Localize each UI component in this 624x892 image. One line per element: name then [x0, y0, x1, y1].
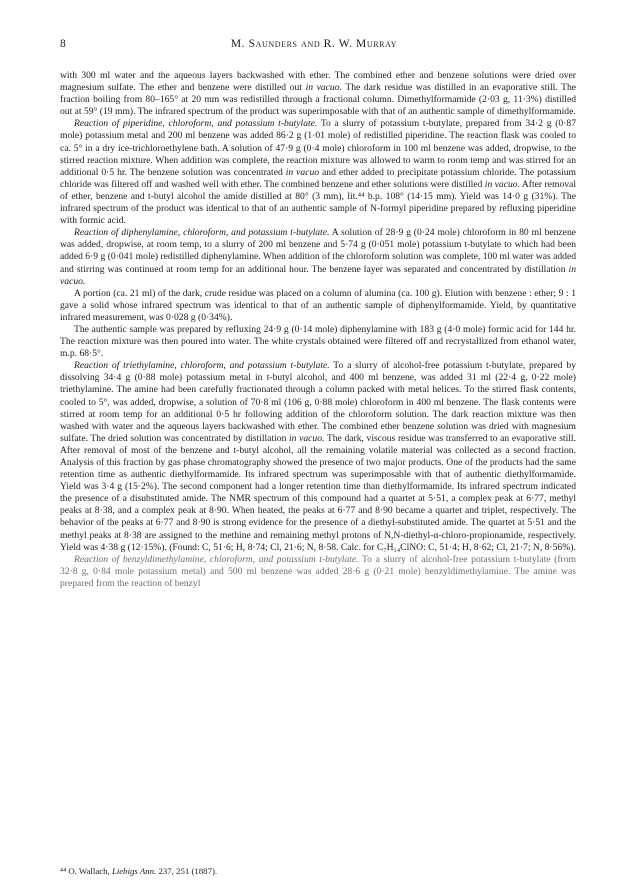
- text-run: 237, 251 (1887).: [156, 866, 218, 876]
- italic-run: Reaction of benzyldimethylamine, chloroform, and potassium t-butylate.: [74, 553, 359, 565]
- text-run: To a slurry of alcohol-free potassium t-butylate (from 32·8 g, 0·84 mole potassium metal) and 500 ml benzene was added 28·6 g (0·21 mole) benzyldimethylamine. The amine was prepared from the reaction of benzyl: [60, 553, 576, 589]
- italic-run: in vacuo.: [305, 82, 342, 94]
- text-run: The authentic sample was prepared by refluxing 24·9 g (0·14 mole) diphenylamine with 183 g (4·0 mole) formic acid for 144 hr. The reaction mixture was then poured into water. The white crystals obtained were filtered off and recrystallized from ethanol water, m.p. 68·5°.: [60, 323, 576, 360]
- text-run: A portion (ca. 21 ml) of the dark, crude residue was placed on a column of alumina (ca. 100 g). Elution with benzene : ether; 9 : 1 gave a solid whose infrared spectrum was identical to that of an authentic sample of diphenylformamide. Yield, by quantitative infrared measurement, was 0·028 g (0·34%).: [60, 287, 576, 323]
- italic-run: in vacuo.: [289, 432, 325, 444]
- running-head: M. Saunders and R. W. Murray: [230, 38, 398, 50]
- italic-run: Reaction of piperidine, chloroform, and potassium t-butylate.: [74, 118, 318, 130]
- paragraph-piperidine-reaction: [60, 118, 576, 227]
- footnote: [60, 866, 576, 877]
- text-run: and ether added to precipitate potassium chloride. The potassium chloride was filtered off and washed well with ether. The combined benzene and ether solutions were distilled: [60, 166, 576, 190]
- paragraph-continuation: [60, 70, 576, 118]
- italic-run: in vacuo: [285, 166, 320, 178]
- paragraph-triethylamine-reaction: [60, 360, 576, 554]
- article-body: [60, 70, 576, 590]
- text-run: To a slurry of alcohol-free potassium t-butylate, prepared by dissolving 34·4 g (0·88 mole) potassium metal in t-butyl alcohol, and 400 ml benzene, was added 31 ml (22·4 g, 0·22 mole) triethylamine. The amine had been carefully fractionated through a column packed with metal helices. To the stirred flask contents, cooled to 5°, was added, dropwise, a solution of 70·8 ml (106 g, 0·88 mole) chloroform in 400 ml benzene. The flask contents were stirred at room temp for an additional 0·5 hr following addition of the chloroform solution. The dark reaction mixture was then washed with water and the aqueous layers backwashed with ether. The combined ether benzene solution was dried with magnesium sulfate. The dried solution was concentrated by distillation: [60, 360, 576, 444]
- text-run: After removal of ether, benzene and t-butyl alcohol the amide distilled at 80° (3 mm), lit.⁴⁴ b.p. 108° (14·15 mm). Yield was 14·0 g (31%). The infrared spectrum of the product was identical to that of an authentic sample of N-formyl piperidine prepared by refluxing piperidine with formic acid.: [60, 178, 576, 227]
- italic-run: Reaction of diphenylamine, chloroform, and potassium t-butylate.: [74, 227, 330, 239]
- paragraph-benzyldimethylamine-reaction: [60, 554, 576, 590]
- italic-run: Liebigs Ann.: [111, 866, 157, 876]
- text-run: ⁴⁴ O. Wallach,: [60, 866, 112, 876]
- text-run: A solution of 28·9 g (0·24 mole) chloroform in 80 ml benzene was added, dropwise, at room temp, to a slurry of 200 ml benzene and 5·74 g (0·051 mole) potassium t-butylate to which had been added 6·9 g (0·041 mole) redistilled diphenylamine. When addition of the chloroform solution was complete, 100 ml water was added and stirring was continued at room temp for an additional hour. The benzene layer was separated and concentrated by distillation: [60, 227, 576, 275]
- italic-run: in vacuo.: [484, 178, 520, 190]
- italic-run: in vacuo.: [60, 263, 576, 287]
- italic-run: Reaction of triethylamine, chloroform, and potassium t-butylate.: [74, 360, 330, 372]
- page-header: [52, 38, 576, 56]
- text-run: The dark residue was distilled in an evaporative still. The fraction boiling from 80–165° at 20 mm was redistilled through a fractional column. Dimethylformamide (2·03 g, 11·3%) distilled out at 59° (19 mm). The infrared spectrum of the product was superimposable with that of an authentic sample of dimethylformamide.: [60, 82, 577, 118]
- text-run: The dark, viscous residue was transferred to an evaporative still. After removal of most of the benzene and t-butyl alcohol, all the remaining volatile material was collected as a second fraction. Analysis of this fraction by gas phase chromatography showed the presence of two major products. One of the products had the same retention time as authentic diethylformamide. Its infrared spectrum was superimposable with that of authentic diethylformamide. Yield was 3·4 g (15·2%). The second component had a longer retention time than diethylformamide. Its infrared spectrum indicated the presence of a disubstituted amide. The NMR spectrum of this compound had a quartet at 5·51, a complex peak at 6·77, methyl peaks at 8·38, and a complex peak at 8·90. When heated, the peaks at 6·77 and 8·90 became a quartet and triplet, respectively. The behavior of the peaks at 6·77 and 8·90 is strong evidence for the presence of a diethyl-substituted amide. The quartet at 5·51 and the methyl peaks at 8·38 are assigned to the methine and remaining methyl protons of N,N-diethyl-α-chloro-propionamide, respectively. Yield was 4·38 g (12·15%). (Found: C, 51·6; H, 8·74; Cl, 21·6; N, 8·58. Calc. for C₇H₁₄ClNO: C, 51·4; H, 8·62; Cl, 21·7; N, 8·56%).: [60, 432, 576, 553]
- page-number: 8: [60, 38, 66, 50]
- paragraph-authentic-sample: [60, 324, 576, 360]
- paragraph-alumina-column: [60, 288, 576, 324]
- text-run: with 300 ml water and the aqueous layers backwashed with ether. The combined ether and benzene solutions were dried over magnesium sulfate. The ether and benzene were distilled out: [60, 70, 576, 94]
- paragraph-diphenylamine-reaction: [60, 227, 576, 287]
- text-run: To a slurry of potassium t-butylate, prepared from 34·2 g (0·87 mole) potassium metal and 200 ml benzene was added 86·2 g (1·01 mole) of redistilled piperidine. The reaction flask was cooled to ca. 5° in a dry ice-trichloroethylene bath. A solution of 47·9 g (0·4 mole) chloroform in 100 ml benzene was added, dropwise, to the stirred reaction mixture. When addition was complete, the reaction mixture was allowed to warm to room temp and was stirred for an additional 0·5 hr. The benzene solution was concentrated: [60, 118, 577, 178]
